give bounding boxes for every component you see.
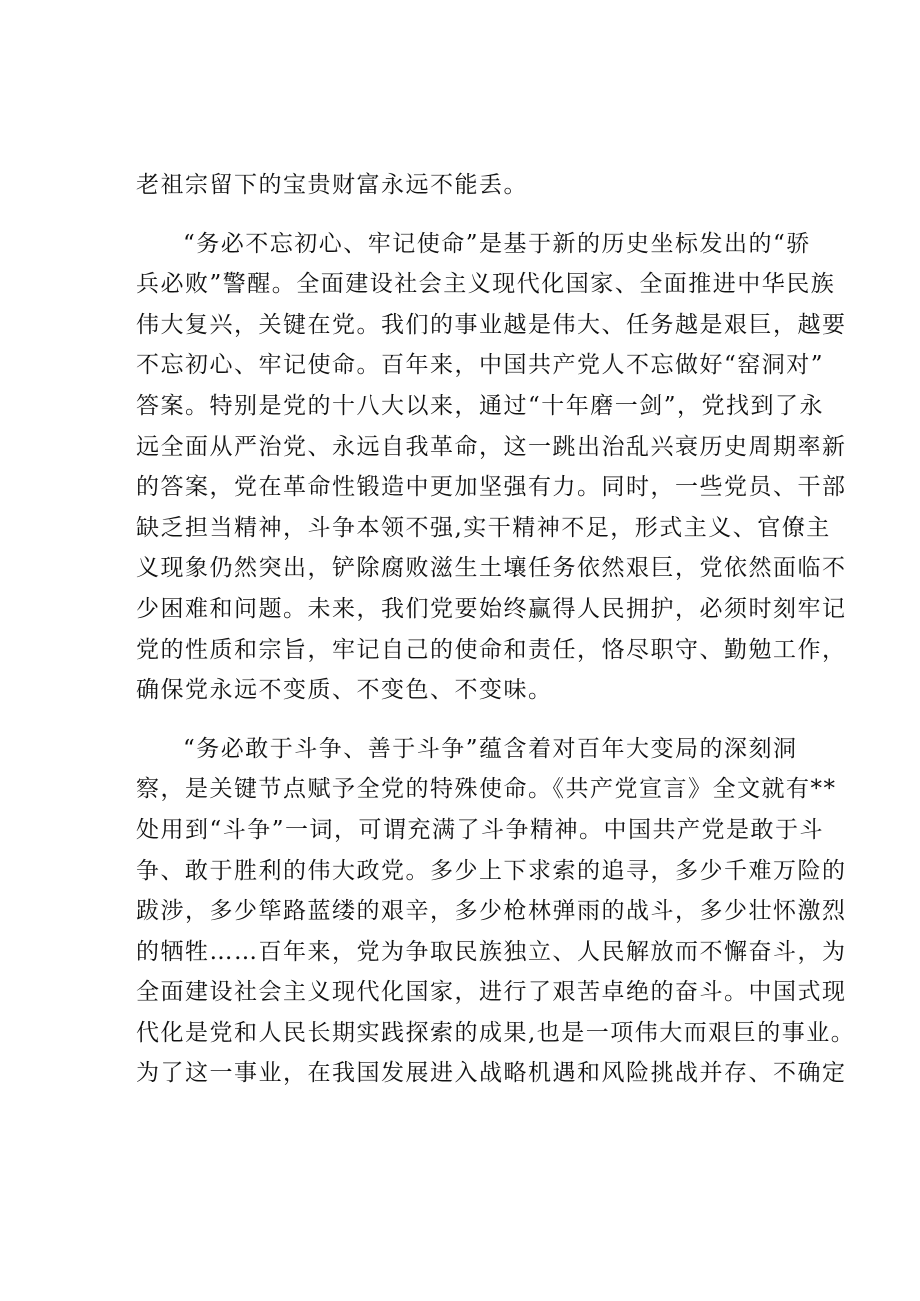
document-body	[136, 165, 856, 1094]
text-line: 全面建设社会主义现代化国家，进行了艰苦卓绝的奋斗。中国式现	[136, 979, 847, 1006]
text-line: 伟大复兴，关键在党。我们的事业越是伟大、任务越是艰巨，越要	[136, 311, 847, 338]
text-line: 缺乏担当精神，斗争本领不强,实干精神不足，形式主义、官僚主	[136, 514, 831, 541]
text-line: 老祖宗留下的宝贵财富永远不能丢。	[136, 172, 528, 198]
text-line: “务必不忘初心、牢记使命”是基于新的历史坐标发出的“骄	[183, 230, 811, 257]
text-line: 争、敢于胜利的伟大政党。多少上下求索的追寻，多少千难万险的	[136, 857, 847, 884]
text-line: 不忘初心、牢记使命。百年来，中国共产党人不忘做好“窑洞对”	[136, 352, 825, 379]
text-line: 答案。特别是党的十八大以来，通过“十年磨一剑”，党找到了永	[136, 392, 825, 419]
text-line: 察，是关键节点赋予全党的特殊使命。《共产党宣言》全文就有**	[136, 776, 837, 803]
text-line: 的答案，党在革命性锻造中更加坚强有力。同时，一些党员、干部	[136, 474, 847, 501]
text-line: 代化是党和人民长期实践探索的成果,也是一项伟大而艰巨的事业。	[136, 1019, 856, 1046]
paragraph-gap	[136, 206, 796, 224]
paragraph-3	[136, 729, 856, 1094]
paragraph-gap	[136, 711, 796, 729]
text-line: 确保党永远不变质、不变色、不变味。	[136, 677, 553, 704]
paragraph-2	[136, 224, 847, 711]
text-line: 为了这一事业，在我国发展进入战略机遇和风险挑战并存、不确定	[136, 1060, 847, 1087]
text-line: 党的性质和宗旨，牢记自己的使命和责任，恪尽职守、勤勉工作，	[136, 636, 847, 663]
text-line: 少困难和问题。未来，我们党要始终赢得人民拥护，必须时刻牢记	[136, 595, 847, 622]
text-line: 义现象仍然突出，铲除腐败滋生土壤任务依然艰巨，党依然面临不	[136, 555, 847, 582]
text-line: “务必敢于斗争、善于斗争”蕴含着对百年大变局的深刻洞	[183, 735, 798, 762]
text-line: 的牺牲……百年来，党为争取民族独立、人民解放而不懈奋斗，为	[136, 938, 847, 965]
text-line: 跋涉，多少筚路蓝缕的艰辛，多少枪林弹雨的战斗，多少壮怀激烈	[136, 898, 847, 925]
text-line: 兵必败”警醒。全面建设社会主义现代化国家、全面推进中华民族	[136, 271, 836, 298]
text-line: 远全面从严治党、永远自我革命，这一跳出治乱兴衰历史周期率新	[136, 433, 847, 460]
text-line: 处用到“斗争”一词，可谓充满了斗争精神。中国共产党是敢于斗	[136, 816, 825, 843]
paragraph-1	[136, 165, 796, 206]
